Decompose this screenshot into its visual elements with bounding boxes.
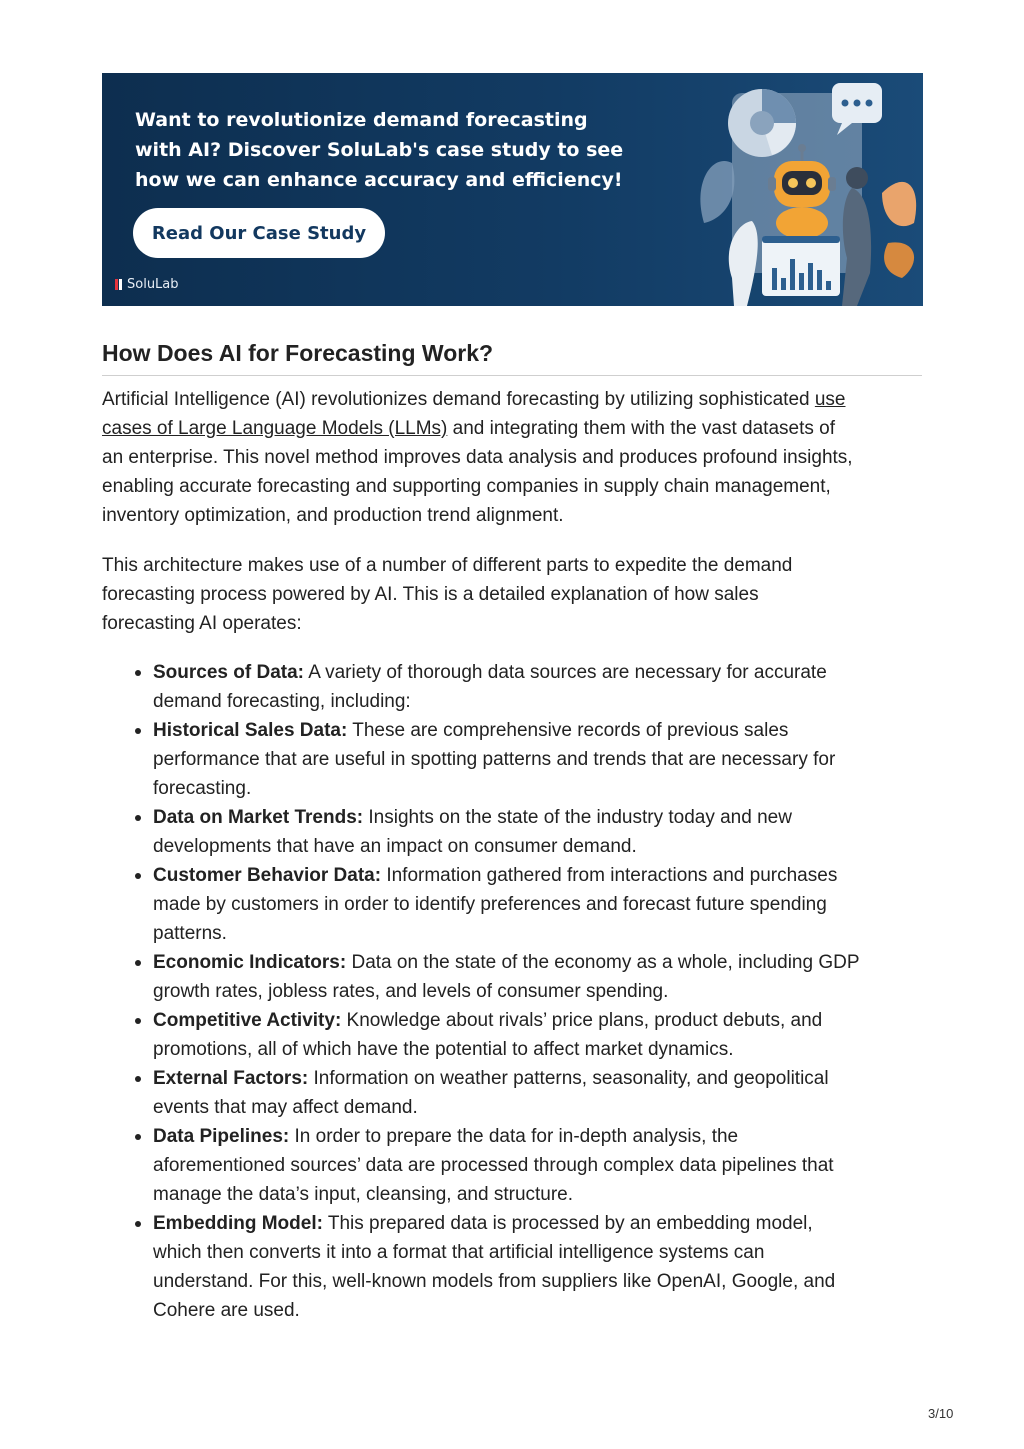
list-item	[102, 948, 932, 1006]
list-item-line	[153, 948, 932, 977]
list-item-term: Sources of Data:	[153, 662, 304, 683]
architecture-paragraph	[102, 551, 932, 638]
list-item-line	[153, 861, 932, 890]
list-item	[102, 1209, 932, 1325]
list-item-term: Competitive Activity:	[153, 1010, 342, 1031]
list-item	[102, 1006, 932, 1064]
list-item-line	[153, 803, 932, 832]
brand-name: SoluLab	[127, 277, 179, 292]
list-item-line: demand forecasting, including:	[153, 691, 411, 712]
llm-use-cases-link[interactable]: use	[814, 389, 846, 410]
list-item-description: These are comprehensive records of previous sales	[347, 720, 789, 741]
heading-divider	[102, 375, 922, 376]
list-item-line: which then converts it into a format that artificial intelligence systems can	[153, 1242, 765, 1263]
banner-headline-line: how we can enhance accuracy and efficiency!	[135, 169, 623, 191]
list-item	[102, 861, 932, 948]
list-item	[102, 1064, 932, 1122]
list-item-line: growth rates, jobless rates, and levels of consumer spending.	[153, 981, 669, 1002]
list-item-line	[153, 1122, 932, 1151]
promo-banner[interactable]	[102, 73, 923, 306]
paragraph-text: Artificial Intelligence (AI) revolutionizes demand forecasting by utilizing sophisticated	[102, 389, 815, 410]
list-item-term: Historical Sales Data:	[153, 720, 348, 741]
robot-analytics-illustration-icon	[692, 73, 923, 306]
list-item-description: Information on weather patterns, seasonality, and geopolitical	[308, 1068, 829, 1089]
list-item-line: performance that are useful in spotting patterns and trends that are necessary for	[153, 749, 836, 770]
list-item-term: Data Pipelines:	[153, 1126, 290, 1147]
banner-headline-line: Want to revolutionize demand forecasting	[135, 109, 588, 131]
list-item	[102, 1122, 932, 1209]
paragraph-line	[102, 385, 932, 414]
llm-use-cases-link[interactable]: cases of Large Language Models (LLMs)	[102, 418, 448, 439]
list-item-line	[153, 1064, 932, 1093]
paragraph-line: enabling accurate forecasting and supporting companies in supply chain management,	[102, 476, 831, 497]
list-item-line: events that may affect demand.	[153, 1097, 418, 1118]
page-number: 3/10	[928, 1406, 954, 1421]
paragraph-text: and integrating them with the vast datasets of	[447, 418, 835, 439]
list-item-description: Data on the state of the economy as a whole, including GDP	[346, 952, 860, 973]
list-item-line: forecasting.	[153, 778, 252, 799]
intro-paragraph	[102, 385, 932, 530]
components-list	[102, 658, 932, 1325]
list-item-line	[153, 1209, 932, 1238]
list-item-term: Economic Indicators:	[153, 952, 347, 973]
list-item-description: Information gathered from interactions and purchases	[381, 865, 838, 886]
list-item-description: A variety of thorough data sources are necessary for accurate	[303, 662, 827, 683]
list-item-line: made by customers in order to identify preferences and forecast future spending	[153, 894, 827, 915]
list-item-description: Insights on the state of the industry today and new	[363, 807, 792, 828]
section-heading: How Does AI for Forecasting Work?	[102, 340, 494, 366]
solulab-logo	[115, 277, 179, 292]
list-item-line	[153, 658, 932, 687]
list-item-line: understand. For this, well-known models from suppliers like OpenAI, Google, and	[153, 1271, 836, 1292]
list-item	[102, 803, 932, 861]
paragraph-line: This architecture makes use of a number of different parts to expedite the demand	[102, 555, 793, 576]
list-item-line: promotions, all of which have the potential to affect market dynamics.	[153, 1039, 734, 1060]
list-item-line: aforementioned sources’ data are processed through complex data pipelines that	[153, 1155, 834, 1176]
list-item-term: Data on Market Trends:	[153, 807, 364, 828]
list-item-term: Embedding Model:	[153, 1213, 323, 1234]
list-item-term: External Factors:	[153, 1068, 309, 1089]
paragraph-line: forecasting process powered by AI. This is a detailed explanation of how sales	[102, 584, 759, 605]
list-item	[102, 716, 932, 803]
read-case-study-button[interactable]: Read Our Case Study	[133, 208, 385, 258]
list-item-description: Knowledge about rivals’ price plans, product debuts, and	[341, 1010, 823, 1031]
list-item-line: developments that have an impact on consumer demand.	[153, 836, 637, 857]
paragraph-line	[102, 414, 932, 443]
list-item-line: manage the data’s input, cleansing, and structure.	[153, 1184, 574, 1205]
list-item-line	[153, 1006, 932, 1035]
paragraph-line: inventory optimization, and production trend alignment.	[102, 505, 564, 526]
list-item-line: patterns.	[153, 923, 227, 944]
list-item-description: This prepared data is processed by an embedding model,	[322, 1213, 813, 1234]
list-item-line	[153, 716, 932, 745]
paragraph-line: an enterprise. This novel method improves data analysis and produces profound insights,	[102, 447, 853, 468]
list-item-term: Customer Behavior Data:	[153, 865, 382, 886]
list-item-description: In order to prepare the data for in-depth analysis, the	[289, 1126, 739, 1147]
list-item	[102, 658, 932, 716]
paragraph-line: forecasting AI operates:	[102, 613, 302, 634]
solulab-mark-icon	[115, 279, 123, 290]
banner-headline	[135, 105, 635, 195]
list-item-line: Cohere are used.	[153, 1300, 300, 1321]
banner-headline-line: with AI? Discover SoluLab's case study to see	[135, 139, 624, 161]
